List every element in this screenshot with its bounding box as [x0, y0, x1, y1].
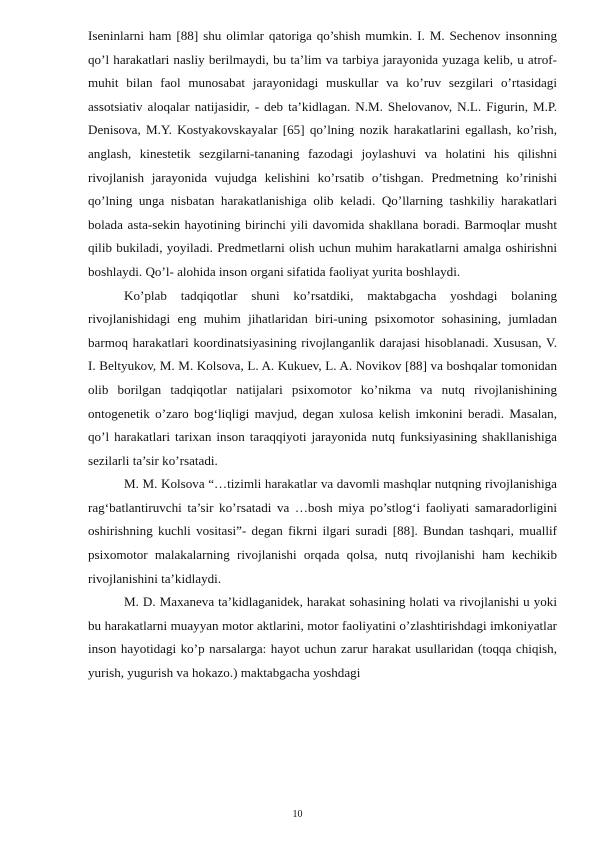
- paragraph-4: M. D. Maxaneva ta’kidlaganidek, harakat sohasining holati va rivojlanishi u yoki bu harakatlarni muayyan motor aktlarini, motor faoliyatini o’zlashtirishdagi imkoniyatlar inson hayotidagi ko’p narsalarga: hayot uchun zarur harakat usullaridan (toqqa chiqish, yurish, yugurish va hokazo.) maktabgacha yoshdagi: [88, 594, 557, 681]
- page-body: [88, 24, 557, 685]
- paragraph-3: M. M. Kolsova “…tizimli harakatlar va davomli mashqlar nutqning rivojlanishiga rag‘batlantiruvchi ta’sir ko’rsatadi va …bosh miya po’stlog‘i faoliyati samaradorligini oshirishning kuchli vositasi”- degan fikrni ilgari suradi [88]. Bundan tashqari, muallif psixomotor malakalarning rivojlanishi orqada qolsa, nutq rivojlanishi ham kechikib rivojlanishini ta’kidlaydi.: [88, 476, 557, 586]
- paragraph-2: Ko’plab tadqiqotlar shuni ko’rsatdiki, maktabgacha yoshdagi bolaning rivojlanishidagi eng muhim jihatlaridan biri-uning psixomotor sohasining, jumladan barmoq harakatlari koordinatsiyasining rivojlanganlik darajasi hisoblanadi. Xususan, V. I. Beltyukov, M. M. Kolsova, L. A. Kukuev, L. A. Novikov [88] va boshqalar tomonidan olib borilgan tadqiqotlar natijalari psixomotor ko’nikma va nutq rivojlanishining ontogenetik o’zaro bog‘liqligi mavjud, degan xulosa kelish imkonini beradi. Masalan, qo’l harakatlari tarixan inson taraqqiyoti jarayonida nutq funksiyasining shakllanishiga sezilarli ta’sir ko’rsatadi.: [88, 287, 557, 468]
- page-number: 10: [292, 809, 303, 820]
- paragraph-1: Iseninlarni ham [88] shu olimlar qatoriga qo’shish mumkin. I. M. Sechenov insonning qo’l harakatlari nasliy berilmaydi, bu ta’lim va tarbiya jarayonida yuzaga kelib, u atrof-muhit bilan faol munosabat jarayonidagi muskullar va ko’ruv sezgilari o’rtasidagi assotsiativ aloqalar natijasidir, - deb ta’kidlagan. N.M. Shelovanov, N.L. Figurin, M.P. Denisova, M.Y. Kostyakovskayalar [65] qo’lning nozik harakatlarini egallash, ko’rish, anglash, kinestetik sezgilarni-tananing fazodagi joylashuvi va holatini his qilishni rivojlanish jarayonida vujudga kelishini ko’rsatib o’tishgan. Predmetning ko’rinishi qo’lning unga nisbatan harakatlanishiga olib keladi. Qo’llarning tashkiliy harakatlari bolada asta-sekin hayotining birinchi yili davomida shakllana boradi. Barmoqlar musht qilib bukiladi, yoyiladi. Predmetlarni olish uchun muhim harakatlarni amalga oshirishni boshlaydi. Qo’l- alohida inson organi sifatida faoliyat yurita boshlaydi.: [88, 28, 557, 279]
